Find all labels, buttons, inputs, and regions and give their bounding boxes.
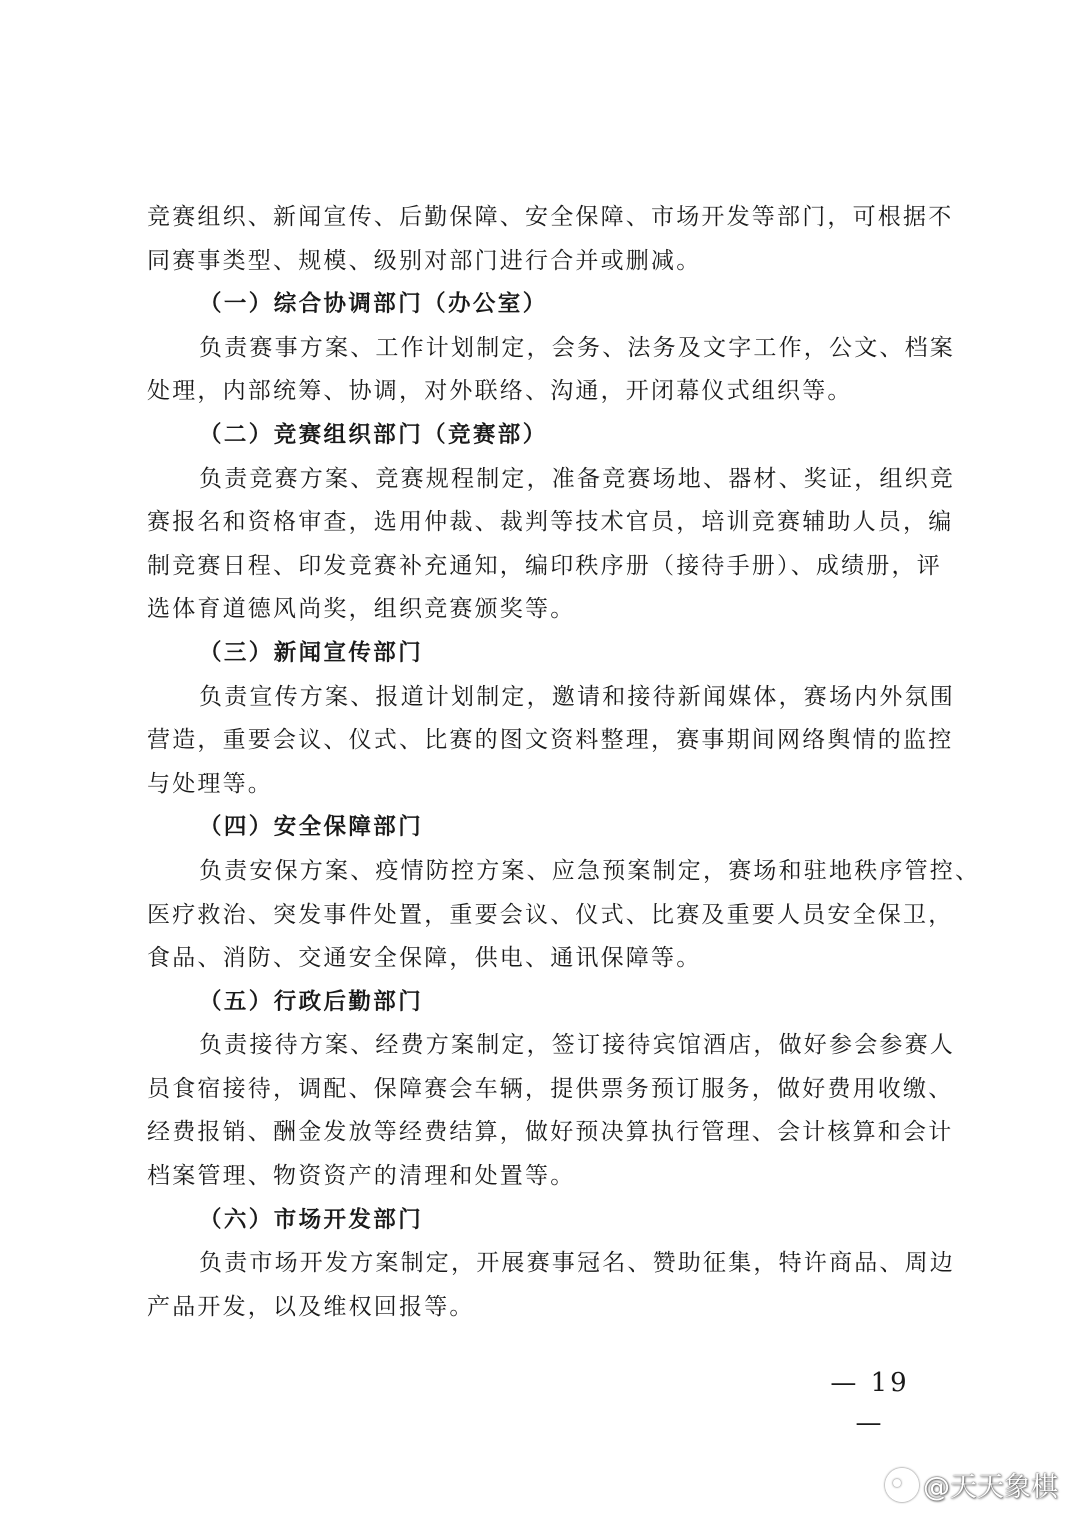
section-heading: （六）市场开发部门 <box>199 1206 424 1233</box>
body-text-line: 与处理等。 <box>147 770 273 797</box>
body-text-line: 负责宣传方案、报道计划制定，邀请和接待新闻媒体，赛场内外氛围 <box>199 683 955 710</box>
body-text-line: 食品、消防、交通安全保障，供电、通讯保障等。 <box>147 945 702 972</box>
section-heading: （二）竞赛组织部门（竞赛部） <box>199 421 548 448</box>
section-heading: （一）综合协调部门（办公室） <box>199 291 548 318</box>
body-text-line: 经费报销、酬金发放等经费结算，做好预决算执行管理、会计核算和会计 <box>147 1119 954 1146</box>
body-text-line: 同赛事类型、规模、级别对部门进行合并或删减。 <box>147 247 702 274</box>
body-text-line: 负责竞赛方案、竞赛规程制定，准备竞赛场地、器材、奖证，组织竞 <box>199 465 955 492</box>
watermark <box>885 1465 1058 1504</box>
body-text-line: 制竞赛日程、印发竞赛补充通知，编印秩序册（接待手册）、成绩册，评 <box>147 552 942 579</box>
body-text-line: 医疗救治、突发事件处置，重要会议、仪式、比赛及重要人员安全保卫， <box>147 901 954 928</box>
body-text-line: 产品开发，以及维权回报等。 <box>147 1293 475 1320</box>
body-text-line: 处理，内部统筹、协调，对外联络、沟通，开闭幕仪式组织等。 <box>147 378 853 405</box>
body-text-line: 竞赛组织、新闻宣传、后勤保障、安全保障、市场开发等部门，可根据不 <box>147 204 954 230</box>
body-text-line: 档案管理、物资资产的清理和处置等。 <box>147 1163 576 1190</box>
section-heading: （四）安全保障部门 <box>199 814 424 841</box>
body-text-line: 营造，重要会议、仪式、比赛的图文资料整理，赛事期间网络舆情的监控 <box>147 727 954 754</box>
page-number: — 19 — <box>830 1368 910 1438</box>
body-text-line: 负责赛事方案、工作计划制定，会务、法务及文字工作，公文、档案 <box>199 334 955 361</box>
watermark-text: @天天象棋 <box>923 1472 1058 1503</box>
section-heading: （五）行政后勤部门 <box>199 988 424 1015</box>
section-heading: （三）新闻宣传部门 <box>199 639 424 666</box>
chess-logo-icon <box>885 1468 919 1502</box>
body-text-line: 负责市场开发方案制定，开展赛事冠名、赞助征集，特许商品、周边 <box>199 1250 955 1277</box>
body-text-line: 赛报名和资格审查，选用仲裁、裁判等技术官员，培训竞赛辅助人员，编 <box>147 509 954 536</box>
body-text-line: 选体育道德风尚奖，组织竞赛颁奖等。 <box>147 596 576 623</box>
page-content <box>147 196 981 1329</box>
body-text-line: 员食宿接待，调配、保障赛会车辆，提供票务预订服务，做好费用收缴、 <box>147 1075 954 1102</box>
body-text-line: 负责安保方案、疫情防控方案、应急预案制定，赛场和驻地秩序管控、 <box>199 857 981 884</box>
body-text-line: 负责接待方案、经费方案制定，签订接待宾馆酒店，做好参会参赛人 <box>199 1032 955 1059</box>
